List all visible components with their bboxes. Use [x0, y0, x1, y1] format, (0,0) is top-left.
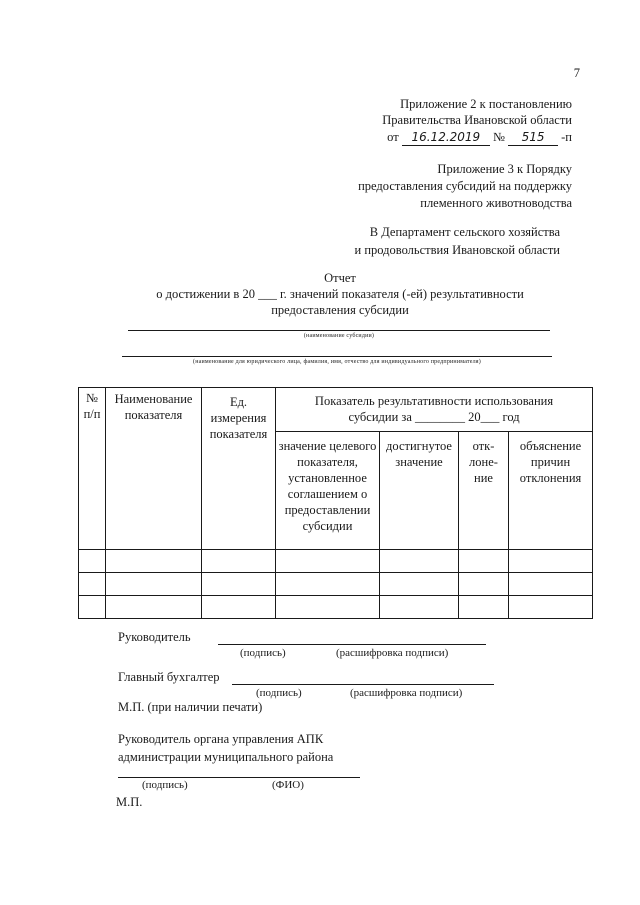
head-decode-caption: (расшифровка подписи) — [336, 647, 449, 659]
page-number-text: 7 — [573, 66, 580, 80]
results-table — [78, 387, 593, 619]
apk-fio-caption: (ФИО) — [272, 779, 304, 791]
appendix-2-line1: Приложение 2 к постановлению — [400, 97, 572, 111]
decree-number: 515 — [508, 129, 558, 146]
head-label: Руководитель — [118, 630, 191, 644]
subsidy-name-line — [128, 330, 550, 331]
header-unit: Ед. измерения показателя — [202, 388, 276, 550]
header-reason: объяснение причин отклонения — [509, 432, 593, 550]
stamp-optional: М.П. (при наличии печати) — [118, 700, 263, 714]
number-label: № — [492, 130, 505, 144]
from-label: от — [387, 130, 399, 144]
page-number — [540, 66, 580, 81]
appendix-3-line3: племенного животноводства — [420, 196, 572, 210]
recipient-name-line — [122, 356, 552, 357]
header-deviation: отк-лоне-ние — [459, 432, 509, 550]
apk-signature-line — [118, 777, 360, 778]
appendix-3-line1: Приложение 3 к Порядку — [437, 162, 572, 176]
addressee-line2: и продовольствия Ивановской области — [354, 243, 560, 257]
head-sign-caption: (подпись) — [240, 647, 286, 659]
appendix-3-line2: предоставления субсидий на поддержку — [358, 179, 572, 193]
table-row — [79, 573, 593, 596]
table-row — [79, 596, 593, 619]
appendix-2-line2: Правительства Ивановской области — [382, 113, 572, 127]
accountant-sign-caption: (подпись) — [256, 687, 302, 699]
accountant-label: Главный бухгалтер — [118, 670, 220, 684]
appendix-2-date-line — [300, 129, 572, 146]
report-title — [80, 270, 600, 318]
addressee — [260, 223, 560, 259]
head-signature-line — [218, 644, 486, 645]
table-row — [79, 550, 593, 573]
header-target: значение целевого показателя, установленное соглашением о предоставлении субсидии — [276, 432, 380, 550]
header-achieved: достигнутое значение — [380, 432, 459, 550]
decree-date: 16.12.2019 — [402, 129, 490, 146]
stamp-label: М.П. — [116, 795, 143, 809]
apk-line1: Руководитель органа управления АПК — [118, 732, 324, 746]
recipient-name-caption: (наименование для юридического лица, фамилия, имя, отчество для индивидуального предпринимателя) — [193, 359, 481, 365]
report-title-line2: о достижении в 20 ___ г. значений показателя (-ей) результативности — [156, 287, 524, 301]
apk-line2: администрации муниципального района — [118, 750, 334, 764]
addressee-line1: В Департамент сельского хозяйства — [369, 225, 560, 239]
report-title-line1: Отчет — [324, 271, 356, 285]
appendix-3-header — [260, 161, 572, 212]
appendix-2-header — [300, 96, 572, 146]
header-name: Наименование показателя — [106, 388, 202, 550]
subsidy-name-caption: (наименование субсидии) — [303, 333, 375, 339]
header-group: Показатель результативности использования субсидии за ________ 20___ год — [276, 388, 593, 432]
apk-sign-caption: (подпись) — [142, 779, 188, 791]
report-title-line3: предоставления субсидии — [271, 303, 409, 317]
table-header-row — [79, 388, 593, 432]
apk-head-block — [118, 730, 333, 766]
header-num: № п/п — [79, 388, 106, 550]
accountant-decode-caption: (расшифровка подписи) — [350, 687, 463, 699]
decree-suffix: -п — [561, 130, 572, 144]
accountant-signature-line — [232, 684, 494, 685]
